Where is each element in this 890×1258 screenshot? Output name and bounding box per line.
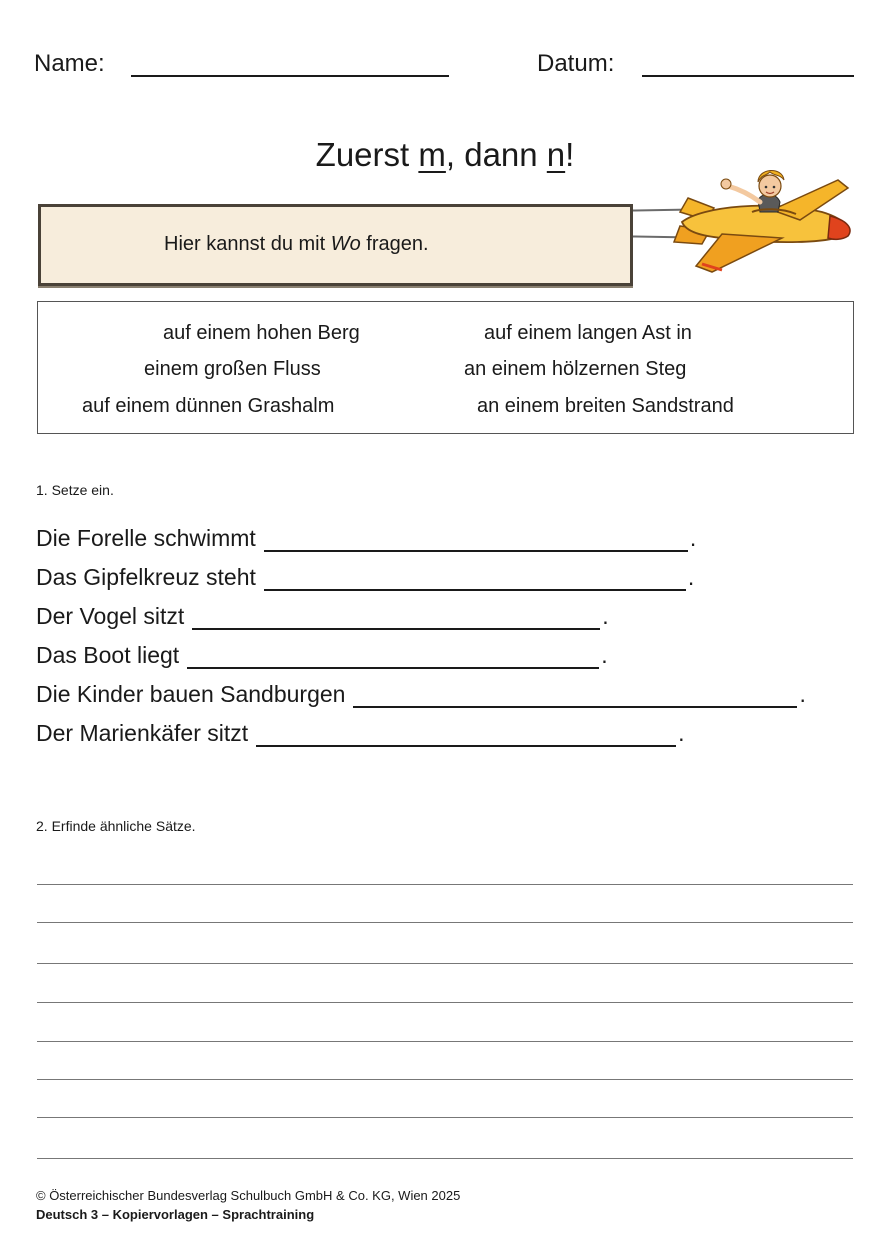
title-part: , dann <box>445 136 547 173</box>
answer-blank[interactable] <box>256 723 676 747</box>
sentence-period: . <box>601 642 608 668</box>
word-phrase: an einem breiten Sandstrand <box>477 395 734 417</box>
sentence-text: Die Forelle schwimmt <box>36 525 256 551</box>
airplane-illustration <box>662 160 862 278</box>
title-part: ! <box>565 136 575 173</box>
sentence-text: Das Gipfelkreuz steht <box>36 564 256 590</box>
title-part: Zuerst <box>315 136 419 173</box>
hint-text-part: Hier kannst du mit <box>164 233 331 255</box>
date-label: Datum: <box>537 50 615 77</box>
title-letter-m: m <box>418 136 446 173</box>
answer-blank[interactable] <box>264 528 688 552</box>
sentence-text: Die Kinder bauen Sandburgen <box>36 681 346 707</box>
writing-line[interactable] <box>37 922 853 923</box>
sentence-row <box>36 564 694 591</box>
exercise-1-label: 1. Setze ein. <box>36 482 114 498</box>
hint-text <box>164 233 429 256</box>
answer-blank[interactable] <box>264 567 686 591</box>
sentence-period: . <box>689 525 697 551</box>
answer-blank[interactable] <box>187 645 599 669</box>
sentence-text: Der Marienkäfer sitzt <box>36 720 249 746</box>
writing-line[interactable] <box>37 1117 853 1118</box>
answer-blank[interactable] <box>353 684 797 708</box>
writing-line[interactable] <box>37 1041 853 1042</box>
writing-line[interactable] <box>37 963 853 964</box>
sentence-text: Das Boot liegt <box>36 642 180 668</box>
footer-series: Deutsch 3 – Kopiervorlagen – Sprachtraining <box>36 1207 315 1222</box>
sentence-row <box>36 681 806 708</box>
exercise-2-label: 2. Erfinde ähnliche Sätze. <box>36 818 196 834</box>
pilot-eye <box>765 186 768 189</box>
sentence-row <box>36 642 608 669</box>
sentence-period: . <box>678 720 685 746</box>
name-label: Name: <box>34 50 105 77</box>
airplane-nose <box>828 216 850 239</box>
writing-line[interactable] <box>37 1079 853 1080</box>
word-phrase: auf einem langen Ast in <box>484 322 692 344</box>
hint-question-word: Wo <box>330 233 361 255</box>
sentence-row <box>36 603 609 630</box>
pilot-hand <box>721 179 731 189</box>
writing-line[interactable] <box>37 1002 853 1003</box>
word-phrase: auf einem dünnen Grashalm <box>82 395 335 417</box>
word-phrase: an einem hölzernen Steg <box>464 358 687 380</box>
writing-line[interactable] <box>37 884 853 885</box>
sentence-period: . <box>687 564 695 590</box>
pilot-eye <box>773 186 776 189</box>
answer-blank[interactable] <box>192 606 600 630</box>
hint-banner <box>38 204 633 286</box>
title-letter-n: n <box>546 136 566 173</box>
footer-copyright: © Österreichischer Bundesverlag Schulbuch GmbH & Co. KG, Wien 2025 <box>36 1188 461 1203</box>
sentence-period: . <box>799 681 806 707</box>
sentence-period: . <box>602 603 609 629</box>
sentence-row <box>36 525 696 552</box>
name-field[interactable] <box>131 75 449 77</box>
airplane-wing-top <box>772 180 848 220</box>
hint-text-part: fragen. <box>360 233 429 255</box>
writing-line[interactable] <box>37 1158 853 1159</box>
sentence-text: Der Vogel sitzt <box>36 603 185 629</box>
pilot-arm <box>728 186 760 202</box>
word-phrase: auf einem hohen Berg <box>163 322 360 344</box>
word-phrase: einem großen Fluss <box>144 358 321 380</box>
sentence-row <box>36 720 685 747</box>
date-field[interactable] <box>642 75 854 77</box>
